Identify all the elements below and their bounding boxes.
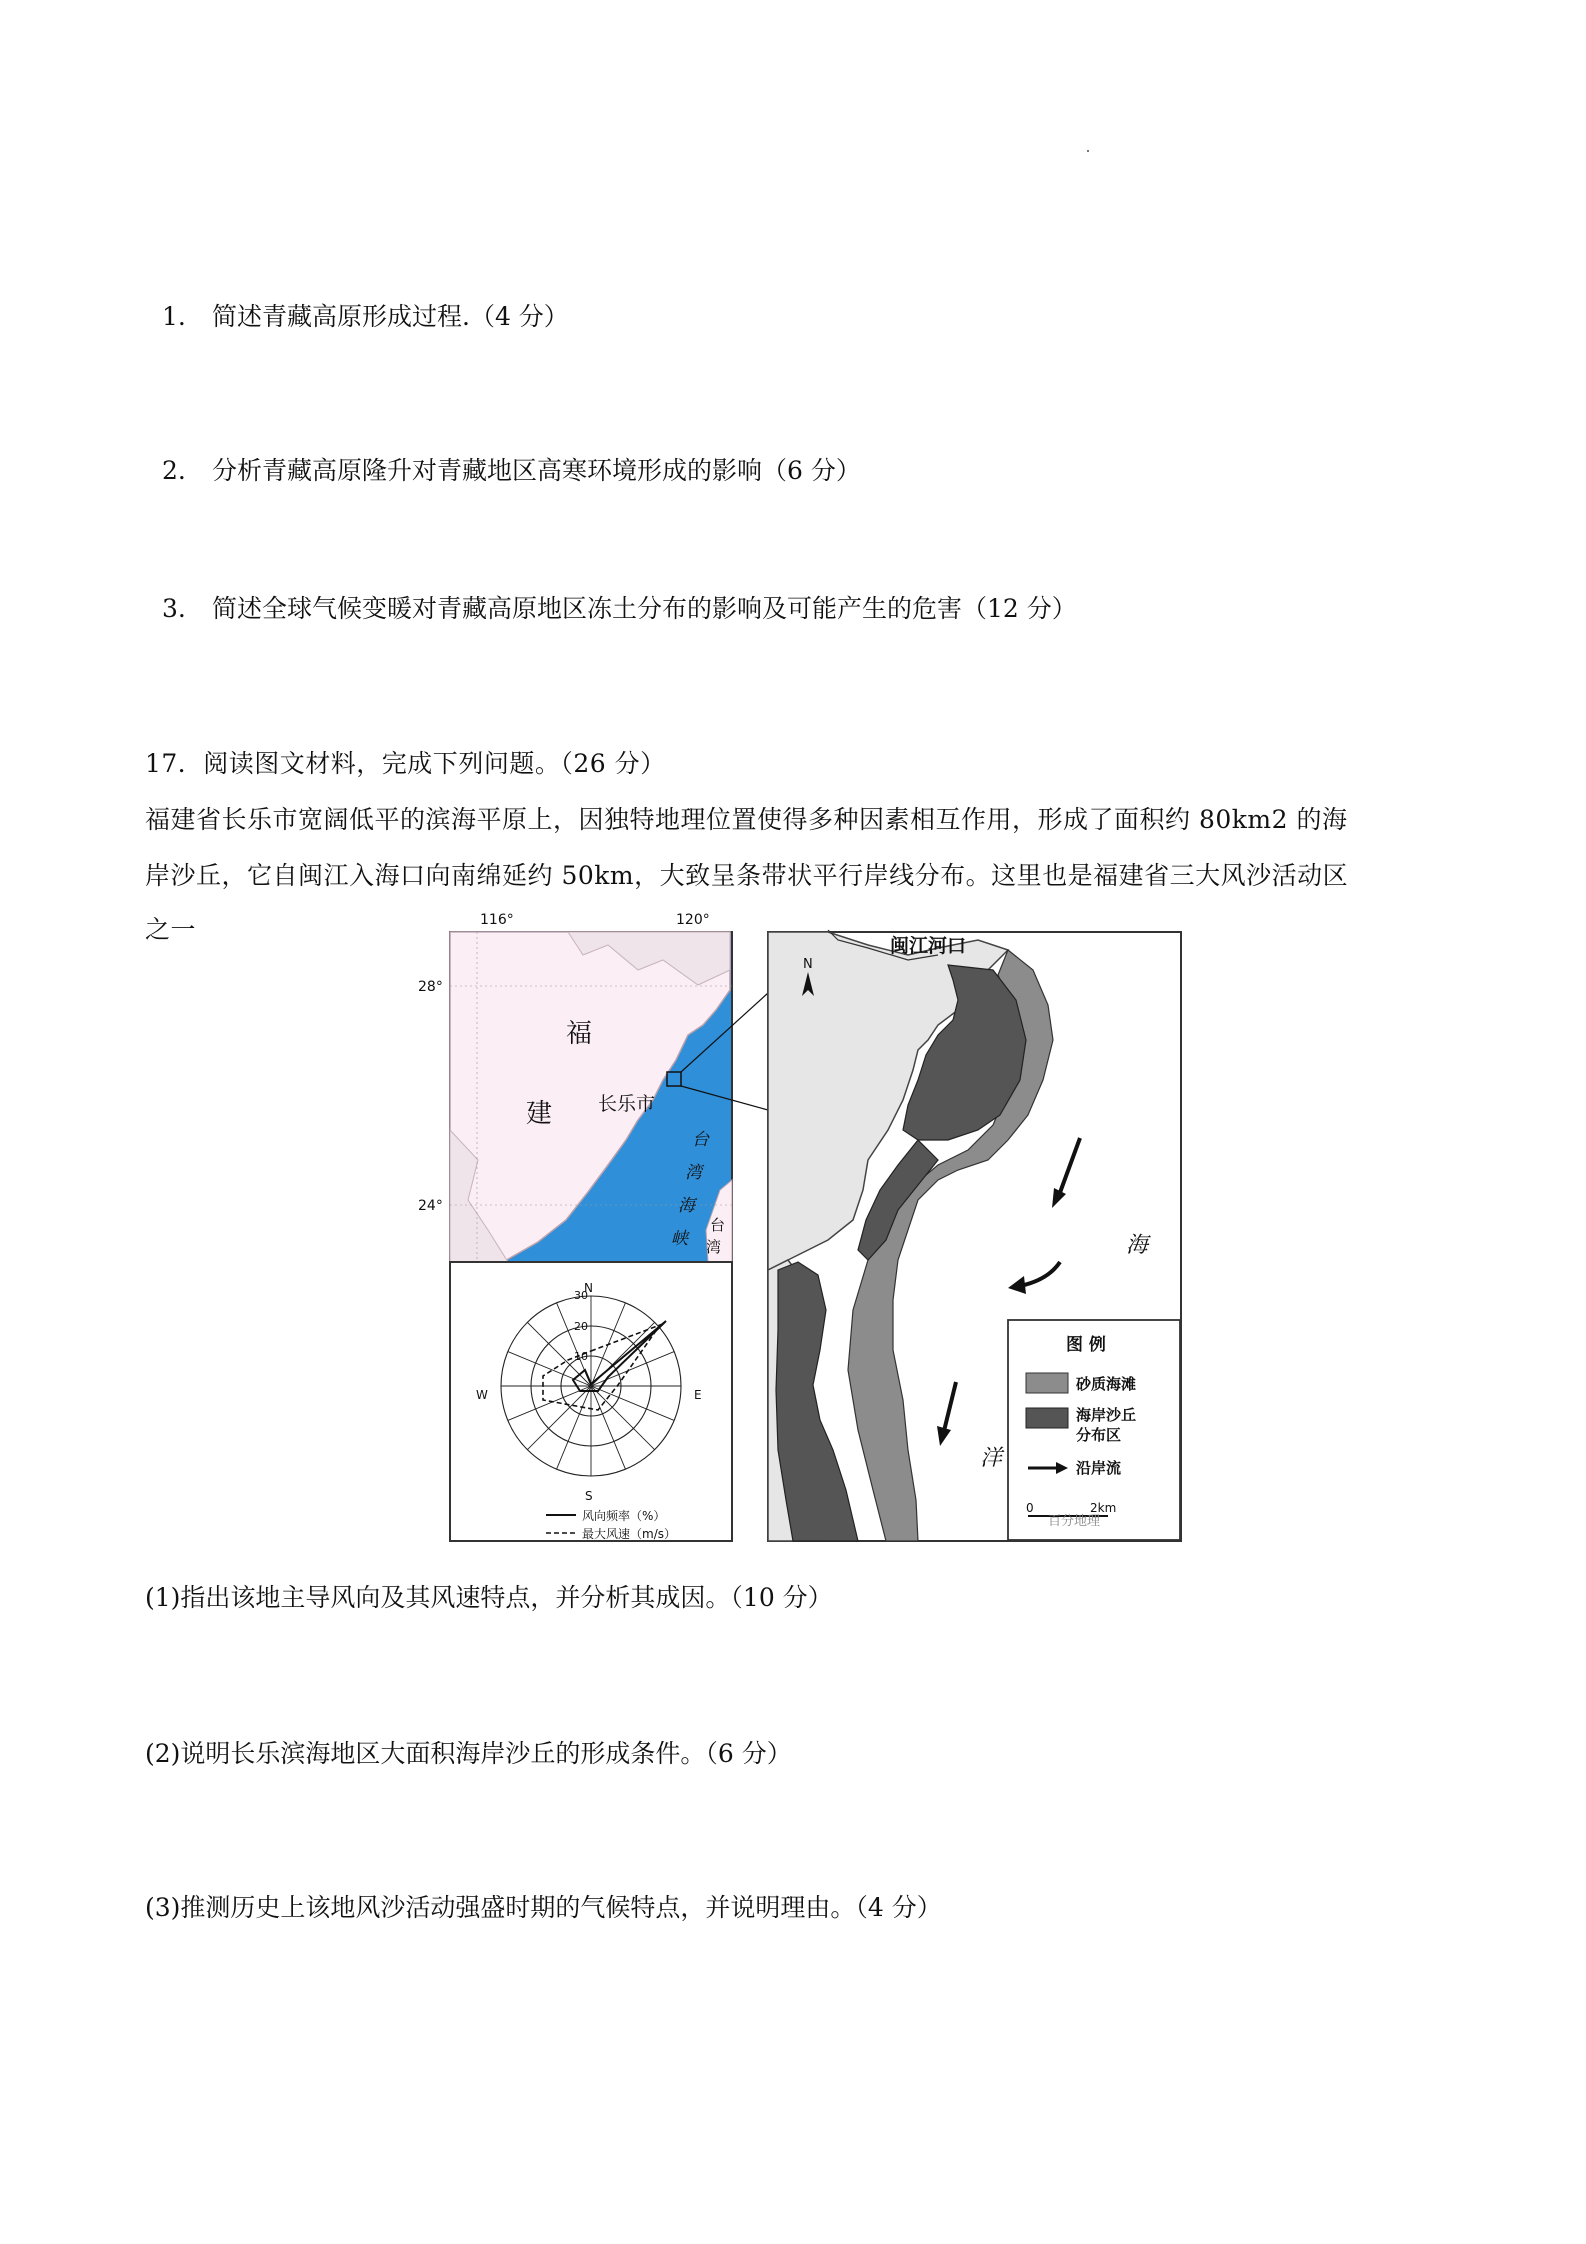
subquestion-2: (2)说明长乐滨海地区大面积海岸沙丘的形成条件。（6 分） xyxy=(145,1739,792,1768)
strait-char: 台 xyxy=(692,1130,709,1150)
scale-label: 2km xyxy=(1090,1501,1117,1515)
question-text: 简述青藏高原形成过程.（4 分） xyxy=(212,302,569,331)
rose-ring-label: 30 xyxy=(574,1289,588,1302)
strait-char: 峡 xyxy=(671,1229,688,1249)
subquestion-3: (3)推测历史上该地风沙活动强盛时期的气候特点，并说明理由。（4 分） xyxy=(145,1893,942,1922)
question-text: 分析青藏高原隆升对青藏地区高寒环境形成的影响（6 分） xyxy=(212,456,861,485)
rose-dir-label: W xyxy=(476,1388,488,1402)
question-number: 3. xyxy=(162,594,186,623)
sea-char: 洋 xyxy=(980,1446,1003,1471)
lat-label: 28° xyxy=(418,979,443,995)
rose-dir-label: E xyxy=(694,1388,702,1402)
province-char: 福 xyxy=(566,1019,593,1049)
rose-legend-frequency: 风向频率（%） xyxy=(582,1509,666,1523)
question-3 xyxy=(162,589,1077,625)
rose-ring-label: 20 xyxy=(574,1320,588,1333)
rose-dir-label: N xyxy=(584,1281,593,1295)
taiwan-char: 台 xyxy=(710,1216,726,1234)
rose-ring-label: 10 xyxy=(574,1350,588,1363)
strait-char: 湾 xyxy=(685,1163,702,1183)
lon-label: 120° xyxy=(676,912,710,928)
rose-dir-label: S xyxy=(585,1489,593,1503)
lat-label: 24° xyxy=(418,1198,443,1214)
speck xyxy=(1087,150,1089,152)
detail-map xyxy=(768,930,1181,1541)
taiwan-char: 湾 xyxy=(706,1238,722,1256)
legend-swatch-beach xyxy=(1026,1373,1068,1393)
rose-legend-speed: 最大风速（m/s） xyxy=(582,1527,676,1541)
q17-map-figure xyxy=(418,912,1183,1543)
north-label: N xyxy=(803,957,813,972)
watermark: 百分地理 xyxy=(1048,1514,1101,1529)
river-mouth-label: 闽江河口 xyxy=(890,935,967,957)
question-text: 简述全球气候变暖对青藏高原地区冻土分布的影响及可能产生的危害（12 分） xyxy=(212,594,1077,623)
question-number: 1. xyxy=(162,302,186,331)
question-number: 2. xyxy=(162,456,186,485)
rose-grid xyxy=(501,1296,681,1476)
city-label: 长乐市 xyxy=(598,1093,656,1115)
subquestion-1: (1)指出该地主导风向及其风速特点，并分析其成因。（10 分） xyxy=(145,1583,833,1612)
legend-label: 砂质海滩 xyxy=(1076,1375,1137,1393)
legend-label: 海岸沙丘 xyxy=(1076,1406,1137,1424)
legend-swatch-dune xyxy=(1026,1408,1068,1428)
lon-label: 116° xyxy=(480,912,514,928)
legend-label: 沿岸流 xyxy=(1076,1459,1122,1477)
province-char: 建 xyxy=(526,1099,553,1129)
q17-paragraph-line: 岸沙丘，它自闽江入海口向南绵延约 50km，大致呈条带状平行岸线分布。这里也是福建省三大风沙活动区 xyxy=(145,861,1349,890)
scale-label: 0 xyxy=(1026,1501,1034,1515)
q17-title: 17．阅读图文材料，完成下列问题。（26 分） xyxy=(145,749,666,778)
sea-char: 海 xyxy=(1126,1233,1149,1258)
legend-title: 图 例 xyxy=(1066,1335,1106,1355)
question-1 xyxy=(162,297,569,333)
q17-paragraph-line: 之一 xyxy=(145,915,197,944)
q17-paragraph-line: 福建省长乐市宽阔低平的滨海平原上，因独特地理位置使得多种因素相互作用，形成了面积约 80km2 的海 xyxy=(145,805,1348,834)
legend-label: 分布区 xyxy=(1076,1426,1122,1444)
question-2 xyxy=(162,451,861,487)
strait-char: 海 xyxy=(678,1196,695,1216)
wind-rose xyxy=(450,1262,732,1541)
